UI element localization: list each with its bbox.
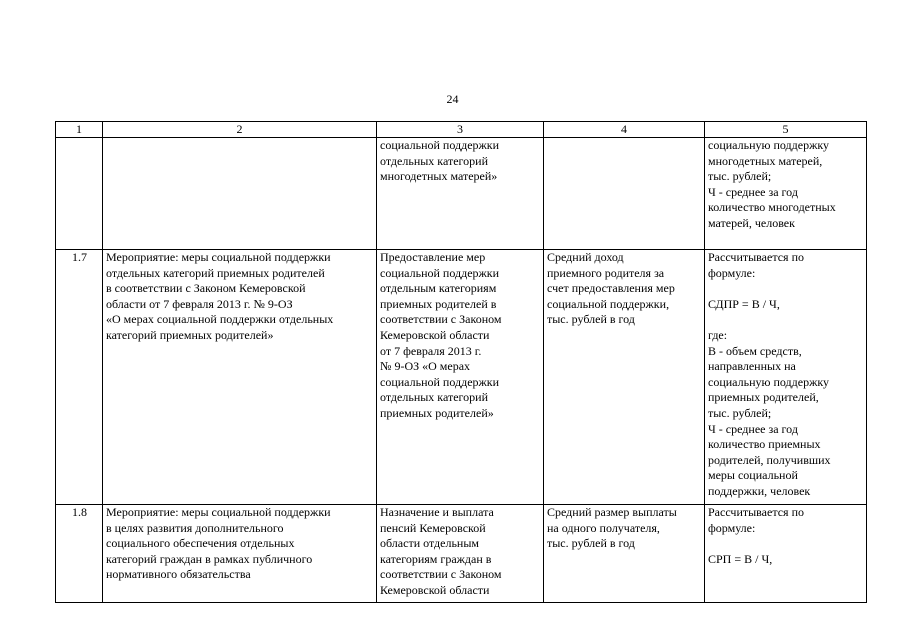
page-number: 24 xyxy=(446,92,459,106)
measure-cell: Мероприятие: меры социальной поддержки в целях развития дополнительного социального обеспечения отдельных категорий граждан в рамках публичного нормативного обязательства xyxy=(103,505,377,603)
description-cell: Назначение и выплата пенсий Кемеровской области отдельным категориям граждан в соответствии с Законом Кемеровской области xyxy=(377,505,544,603)
column-number-row xyxy=(56,122,867,138)
row-number: 1.7 xyxy=(56,250,103,505)
column-header-5: 5 xyxy=(705,122,867,138)
table-row xyxy=(56,138,867,250)
column-header-2: 2 xyxy=(103,122,377,138)
row-number: 1.8 xyxy=(56,505,103,603)
description-cell: социальной поддержки отдельных категорий многодетных матерей» xyxy=(377,138,544,250)
row-number xyxy=(56,138,103,250)
method-cell: социальную поддержку многодетных матерей, тыс. рублей; Ч - среднее за год количество многодетных матерей, человек xyxy=(705,138,867,250)
table-row xyxy=(56,250,867,505)
method-cell: Рассчитывается по формуле: СРП = В / Ч, xyxy=(705,505,867,603)
description-cell: Предоставление мер социальной поддержки отдельным категориям приемных родителей в соответствии с Законом Кемеровской области от 7 февраля 2013 г. № 9-ОЗ «О мерах социальной поддержки отдельных категорий приемных родителей» xyxy=(377,250,544,505)
measure-cell xyxy=(103,138,377,250)
indicator-cell: Средний доход приемного родителя за счет предоставления мер социальной поддержки, тыс. рублей в год xyxy=(544,250,705,505)
column-header-4: 4 xyxy=(544,122,705,138)
method-cell: Рассчитывается по формуле: СДПР = В / Ч, где: В - объем средств, направленных на социальную поддержку приемных родителей, тыс. рублей; Ч - среднее за год количество приемных родителей, получивших меры социальной поддержки, человек xyxy=(705,250,867,505)
indicator-cell: Средний размер выплаты на одного получателя, тыс. рублей в год xyxy=(544,505,705,603)
column-header-1: 1 xyxy=(56,122,103,138)
indicator-cell xyxy=(544,138,705,250)
table-row xyxy=(56,505,867,603)
indicators-table xyxy=(55,121,867,603)
measure-cell: Мероприятие: меры социальной поддержки отдельных категорий приемных родителей в соответствии с Законом Кемеровской области от 7 февраля 2013 г. № 9-ОЗ «О мерах социальной поддержки отдельных категорий приемных родителей» xyxy=(103,250,377,505)
column-header-3: 3 xyxy=(377,122,544,138)
